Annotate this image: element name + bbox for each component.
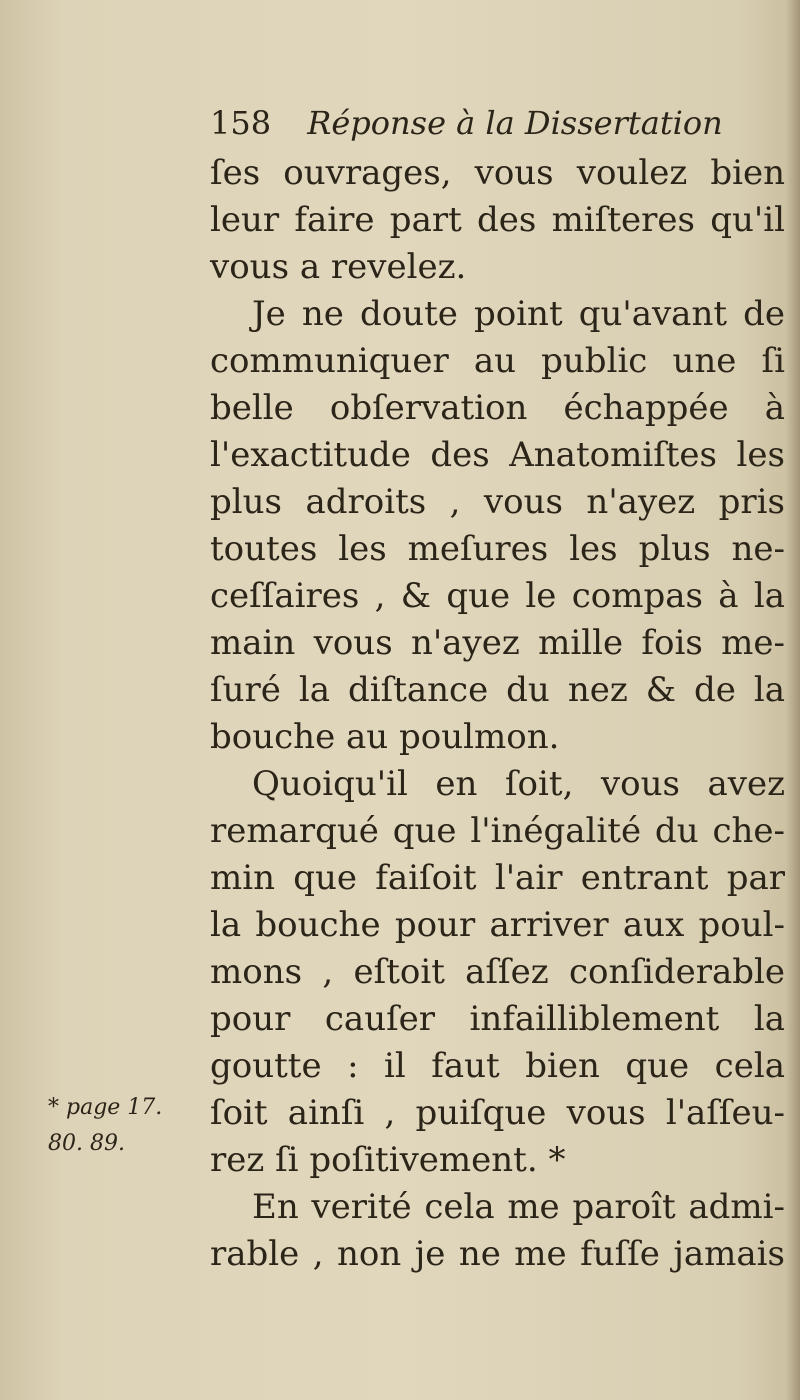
text-line: goutte : il faut bien que cela — [210, 1046, 785, 1086]
text-line: la bouche pour arriver aux poul- — [210, 905, 785, 945]
text-line: min que faiſoit l'air entrant par — [210, 858, 785, 898]
text-line: ſoit ainſi , puiſque vous l'aſſeu- — [210, 1093, 785, 1133]
text-line: belle obſervation échappée à — [210, 388, 785, 428]
paragraph-start-line: Je ne doute point qu'avant de — [252, 294, 785, 334]
text-line: communiquer au public une ſi — [210, 341, 785, 381]
text-line: vous a revelez. — [210, 247, 467, 287]
text-line: ceſſaires , & que le compas à la — [210, 576, 785, 616]
text-line: mons , eſtoit aſſez conſiderable — [210, 952, 785, 992]
text-line: bouche au poulmon. — [210, 717, 560, 757]
text-line: l'exactitude des Anatomiſtes les — [210, 435, 785, 475]
paragraph-start-line: Quoiqu'il en ſoit, vous avez — [252, 764, 785, 804]
text-line: remarqué que l'inégalité du che- — [210, 811, 785, 851]
text-line: toutes les meſures les plus ne- — [210, 529, 785, 569]
text-line: rable , non je ne me fuſſe jamais — [210, 1234, 785, 1274]
body-text — [210, 150, 785, 1278]
text-line: leur faire part des miſteres qu'il — [210, 200, 785, 240]
text-line: ſes ouvrages, vous voulez bien — [210, 153, 785, 193]
text-line: ſuré la diſtance du nez & de la — [210, 670, 785, 710]
paragraph-start-line: En verité cela me paroît admi- — [252, 1187, 785, 1227]
page-number: 158 — [210, 104, 272, 142]
running-header — [210, 98, 770, 148]
margin-note-reference: * page 17. — [48, 1095, 163, 1120]
text-line: rez ſi poſitivement. * — [210, 1140, 566, 1180]
running-title: Réponse à la Dissertation — [307, 104, 723, 142]
text-line: main vous n'ayez mille fois me- — [210, 623, 785, 663]
margin-note — [48, 1090, 188, 1162]
page-edge-shadow — [786, 0, 800, 1400]
text-line: plus adroits , vous n'ayez pris — [210, 482, 785, 522]
margin-note-pages: 80. 89. — [48, 1131, 125, 1156]
text-line: pour cauſer infailliblement la — [210, 999, 785, 1039]
